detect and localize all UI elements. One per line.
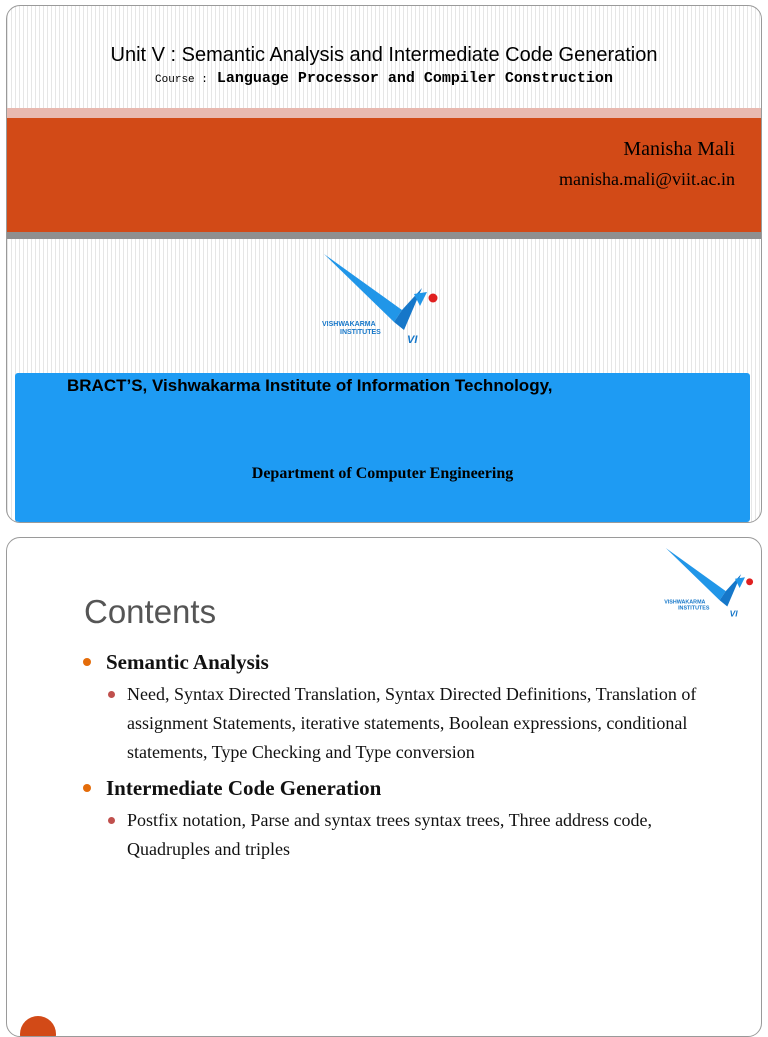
section-detail: Need, Syntax Directed Translation, Syntax Directed Definitions, Translation of assignment Statements, iterative statements, Boolean expressions, conditional statements, Type Checking and Type conversion: [107, 680, 721, 767]
section-heading: Intermediate Code Generation: [81, 773, 721, 803]
course-label: Course :: [155, 74, 208, 86]
author-block: [559, 136, 735, 192]
institute-name: BRACT’S, Vishwakarma Institute of Information Technology,: [67, 376, 553, 395]
logo-letters: VI: [407, 334, 418, 346]
section-detail: Postfix notation, Parse and syntax trees syntax trees, Three address code, Quadruples and triples: [107, 806, 721, 864]
title-slide: [6, 5, 762, 523]
vishwakarma-logo: [655, 542, 755, 624]
logo-text-top: VISHWAKARMA: [664, 599, 706, 606]
author-email: manisha.mali@viit.ac.in: [558, 169, 735, 189]
logo-text-top: VISHWAKARMA: [322, 321, 376, 328]
section-heading: Semantic Analysis: [81, 647, 721, 677]
logo-letters: VI: [729, 608, 738, 619]
logo-text-bottom: INSTITUTES: [678, 605, 710, 612]
logo-text-bottom: INSTITUTES: [340, 329, 381, 336]
slide-title: Unit V : Semantic Analysis and Intermediate Code Generation: [110, 44, 658, 66]
course-name: Language Processor and Compiler Construction: [216, 70, 613, 87]
vishwakarma-logo: [310, 252, 440, 347]
gray-divider: [7, 232, 761, 239]
contents-title: Contents: [84, 593, 217, 630]
institute-box: [15, 373, 750, 522]
contents-list: [81, 647, 721, 870]
contents-slide: [6, 537, 762, 1037]
pink-divider: [7, 108, 761, 118]
course-line: [7, 70, 761, 87]
department-name: Department of Computer Engineering: [251, 465, 514, 482]
corner-decoration: [20, 1016, 56, 1037]
author-name: Manisha Mali: [623, 138, 735, 160]
